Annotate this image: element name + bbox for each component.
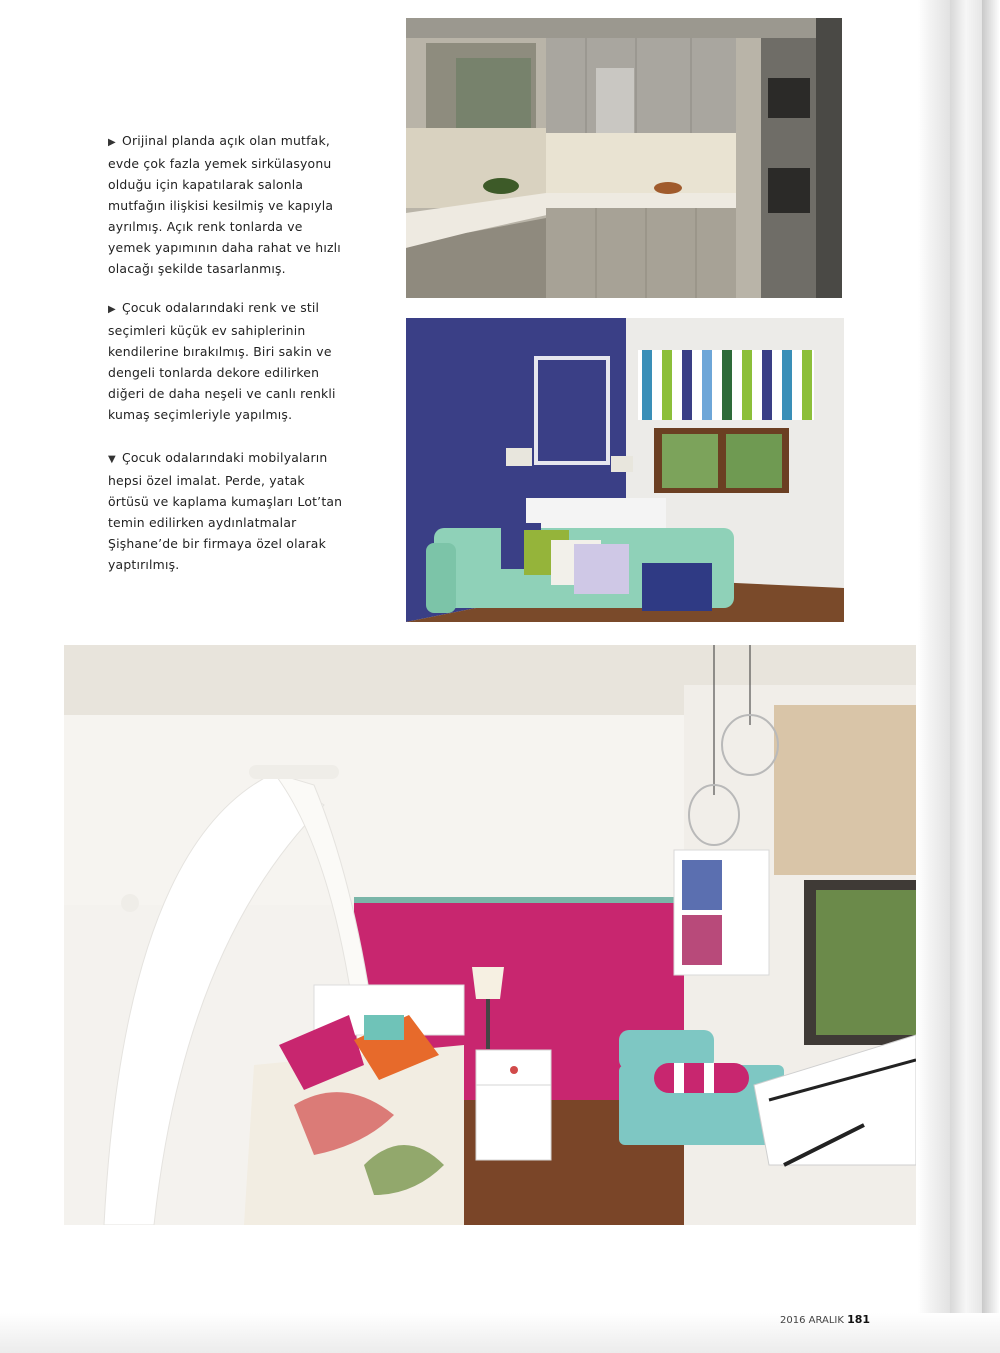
triangle-down-icon: ▼ bbox=[108, 454, 116, 465]
kitchen-photo bbox=[406, 18, 842, 298]
pink-room-illustration bbox=[64, 645, 916, 1225]
caption-kids-rooms-furniture: ▼ Çocuk odalarındaki mobilyaların hepsi özel imalat. Perde, yatak örtüsü ve kaplama kumaşları Lot’tan temin edilirken aydınlatmalar Şişhane’de bir firmaya özel olarak yaptırılmış. bbox=[108, 450, 343, 572]
triangle-right-icon: ▶ bbox=[108, 137, 116, 148]
page-curl-edge bbox=[982, 0, 1000, 1353]
blue-kids-room-photo bbox=[406, 318, 844, 622]
page-curl-edge bbox=[950, 0, 982, 1353]
issue-label: 2016 ARALIK bbox=[780, 1315, 844, 1326]
triangle-right-icon: ▶ bbox=[108, 304, 116, 315]
blue-room-illustration bbox=[406, 318, 844, 622]
caption-kitchen: ▶ Orijinal planda açık olan mutfak, evde çok fazla yemek sirkülasyonu olduğu için kapatılarak salonla mutfağın ilişkisi kesilmiş ve kapıyla ayrılmış. Açık renk tonlarda ve yemek yapımının daha rahat ve hızlı olacağı şekilde tasarlanmış. bbox=[108, 133, 341, 276]
kitchen-illustration bbox=[406, 18, 842, 298]
page-number: 181 bbox=[847, 1313, 871, 1326]
caption-kids-rooms-style: ▶ Çocuk odalarındaki renk ve stil seçimleri küçük ev sahiplerinin kendilerine bırakılmış. Biri sakin ve dengeli tonlarda dekore edilirken diğeri de daha neşeli ve canlı renkli kumaş seçimleriyle yapılmış. bbox=[108, 300, 336, 422]
page-footer bbox=[780, 1313, 870, 1326]
caption-column bbox=[108, 130, 348, 594]
pink-kids-room-photo bbox=[64, 645, 916, 1225]
page-curl-edge bbox=[918, 0, 950, 1353]
